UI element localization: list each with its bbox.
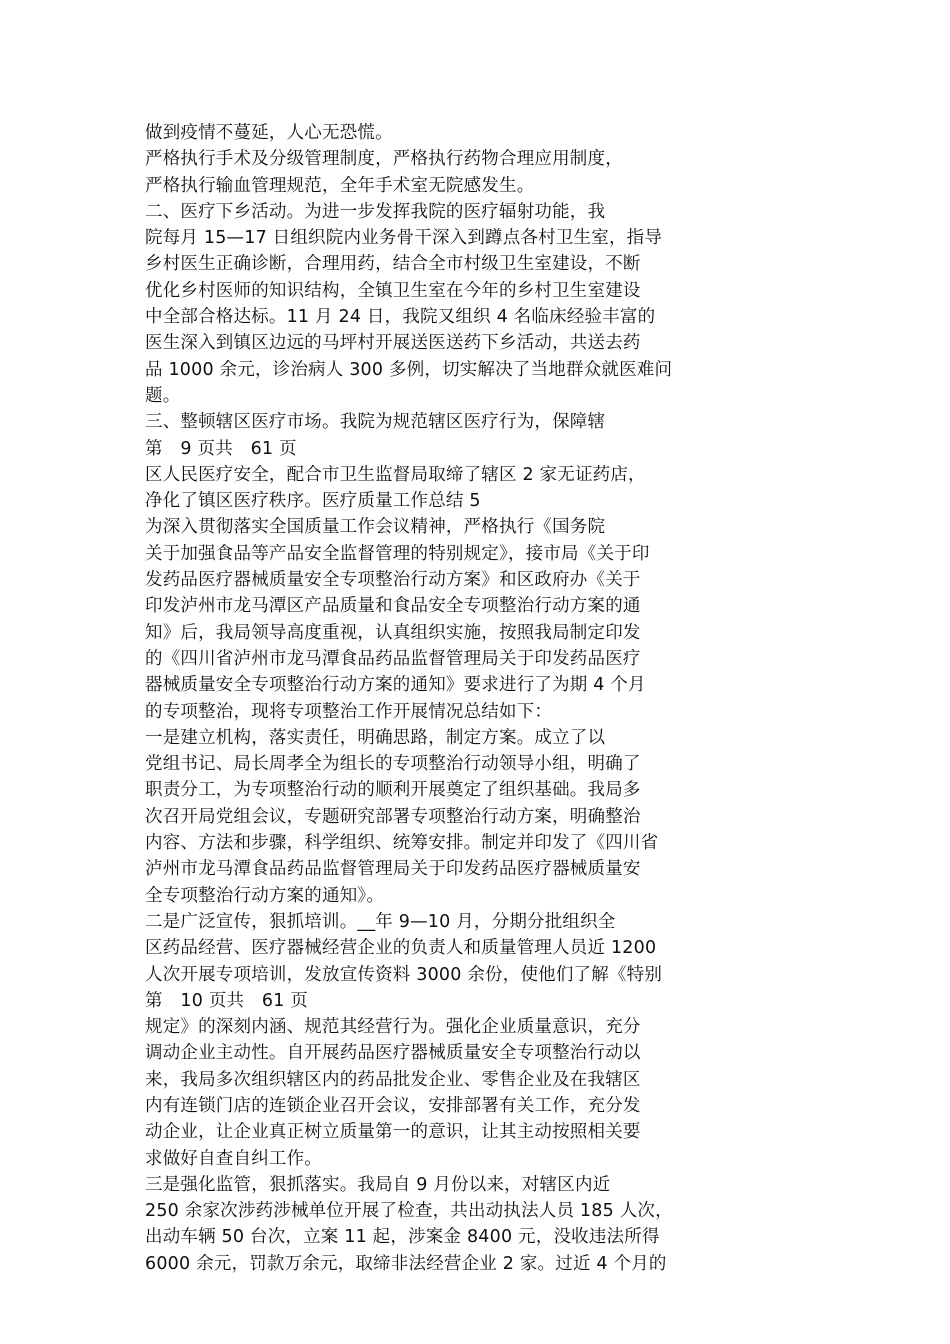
text-line: 一是建立机构，落实责任，明确思路，制定方案。成立了以 [145,727,606,748]
text-line: 严格执行手术及分级管理制度，严格执行药物合理应用制度， [145,149,623,170]
text-line: 6000 余元，罚款万余元，取缔非法经营企业 2 家。过近 4 个月的 [145,1253,667,1274]
text-line: 知》后，我局领导高度重视，认真组织实施，按照我局制定印发 [145,622,641,643]
text-line: 的《四川省泸州市龙马潭食品药品监督管理局关于印发药品医疗 [145,648,641,669]
text-line: 医生深入到镇区边远的马坪村开展送医送药下乡活动，共送去药 [145,333,641,354]
text-line: 器械质量安全专项整治行动方案的通知》要求进行了为期 4 个月 [145,675,646,696]
text-line: 次召开局党组会议，专题研究部署专项整治行动方案，明确整治 [145,806,641,827]
text-line: 发药品医疗器械质量安全专项整治行动方案》和区政府办《关于 [145,570,641,591]
text-line: 为深入贯彻落实全国质量工作会议精神，严格执行《国务院 [145,517,606,538]
document-body [145,120,725,1277]
text-line: 品 1000 余元，诊治病人 300 多例，切实解决了当地群众就医难问 [145,359,673,380]
text-line: 净化了镇区医疗秩序。医疗质量工作总结 5 [145,491,481,512]
text-line: 250 余家次涉药涉械单位开展了检查，共出动执法人员 185 人次， [145,1201,673,1222]
text-line: 来，我局多次组织辖区内的药品批发企业、零售企业及在我辖区 [145,1069,641,1090]
page-number-footer: 第 10 页共 61 页 [145,990,309,1011]
text-line: 内有连锁门店的连锁企业召开会议，安排部署有关工作，充分发 [145,1095,641,1116]
text-line: 题。 [145,385,181,406]
text-line: 职责分工，为专项整治行动的顺利开展奠定了组织基础。我局多 [145,780,641,801]
text-line: 乡村医生正确诊断，合理用药，结合全市村级卫生室建设，不断 [145,254,641,275]
page-number-footer: 第 9 页共 61 页 [145,438,297,459]
text-line: 出动车辆 50 台次，立案 11 起，涉案金 8400 元，没收违法所得 [145,1227,660,1248]
text-line: 内容、方法和步骤，科学组织、统筹安排。制定并印发了《四川省 [145,833,659,854]
text-line: 泸州市龙马潭食品药品监督管理局关于印发药品医疗器械质量安 [145,859,641,880]
text-line: 区人民医疗安全，配合市卫生监督局取缔了辖区 2 家无证药店， [145,464,646,485]
text-line: 党组书记、局长周孝全为组长的专项整治行动领导小组，明确了 [145,754,641,775]
text-line: 二是广泛宣传，狠抓培训。__年 9—10 月，分期分批组织全 [145,911,616,932]
text-line: 调动企业主动性。自开展药品医疗器械质量安全专项整治行动以 [145,1043,641,1064]
text-line: 三、整顿辖区医疗市场。我院为规范辖区医疗行为，保障辖 [145,412,606,433]
text-line: 动企业，让企业真正树立质量第一的意识，让其主动按照相关要 [145,1122,641,1143]
text-line: 人次开展专项培训，发放宣传资料 3000 余份，使他们了解《特别 [145,964,663,985]
text-line: 三是强化监管，狠抓落实。我局自 9 月份以来，对辖区内近 [145,1174,611,1195]
text-line: 求做好自查自纠工作。 [145,1148,322,1169]
text-line: 二、医疗下乡活动。为进一步发挥我院的医疗辐射功能，我 [145,201,606,222]
text-line: 优化乡村医师的知识结构，全镇卫生室在今年的乡村卫生室建设 [145,280,641,301]
text-line: 区药品经营、医疗器械经营企业的负责人和质量管理人员近 1200 [145,938,657,959]
text-line: 全专项整治行动方案的通知》。 [145,885,385,906]
text-line: 院每月 15—17 日组织院内业务骨干深入到蹲点各村卫生室，指导 [145,228,663,249]
text-line: 规定》的深刻内涵、规范其经营行为。强化企业质量意识，充分 [145,1017,641,1038]
text-line: 严格执行输血管理规范，全年手术室无院感发生。 [145,175,535,196]
text-line: 做到疫情不蔓延，人心无恐慌。 [145,123,393,143]
text-line: 的专项整治，现将专项整治工作开展情况总结如下： [145,701,553,722]
text-line: 印发泸州市龙马潭区产品质量和食品安全专项整治行动方案的通 [145,596,641,617]
text-line: 关于加强食品等产品安全监督管理的特别规定》，接市局《关于印 [145,543,650,564]
text-line: 中全部合格达标。11 月 24 日，我院又组织 4 名临床经验丰富的 [145,307,656,328]
